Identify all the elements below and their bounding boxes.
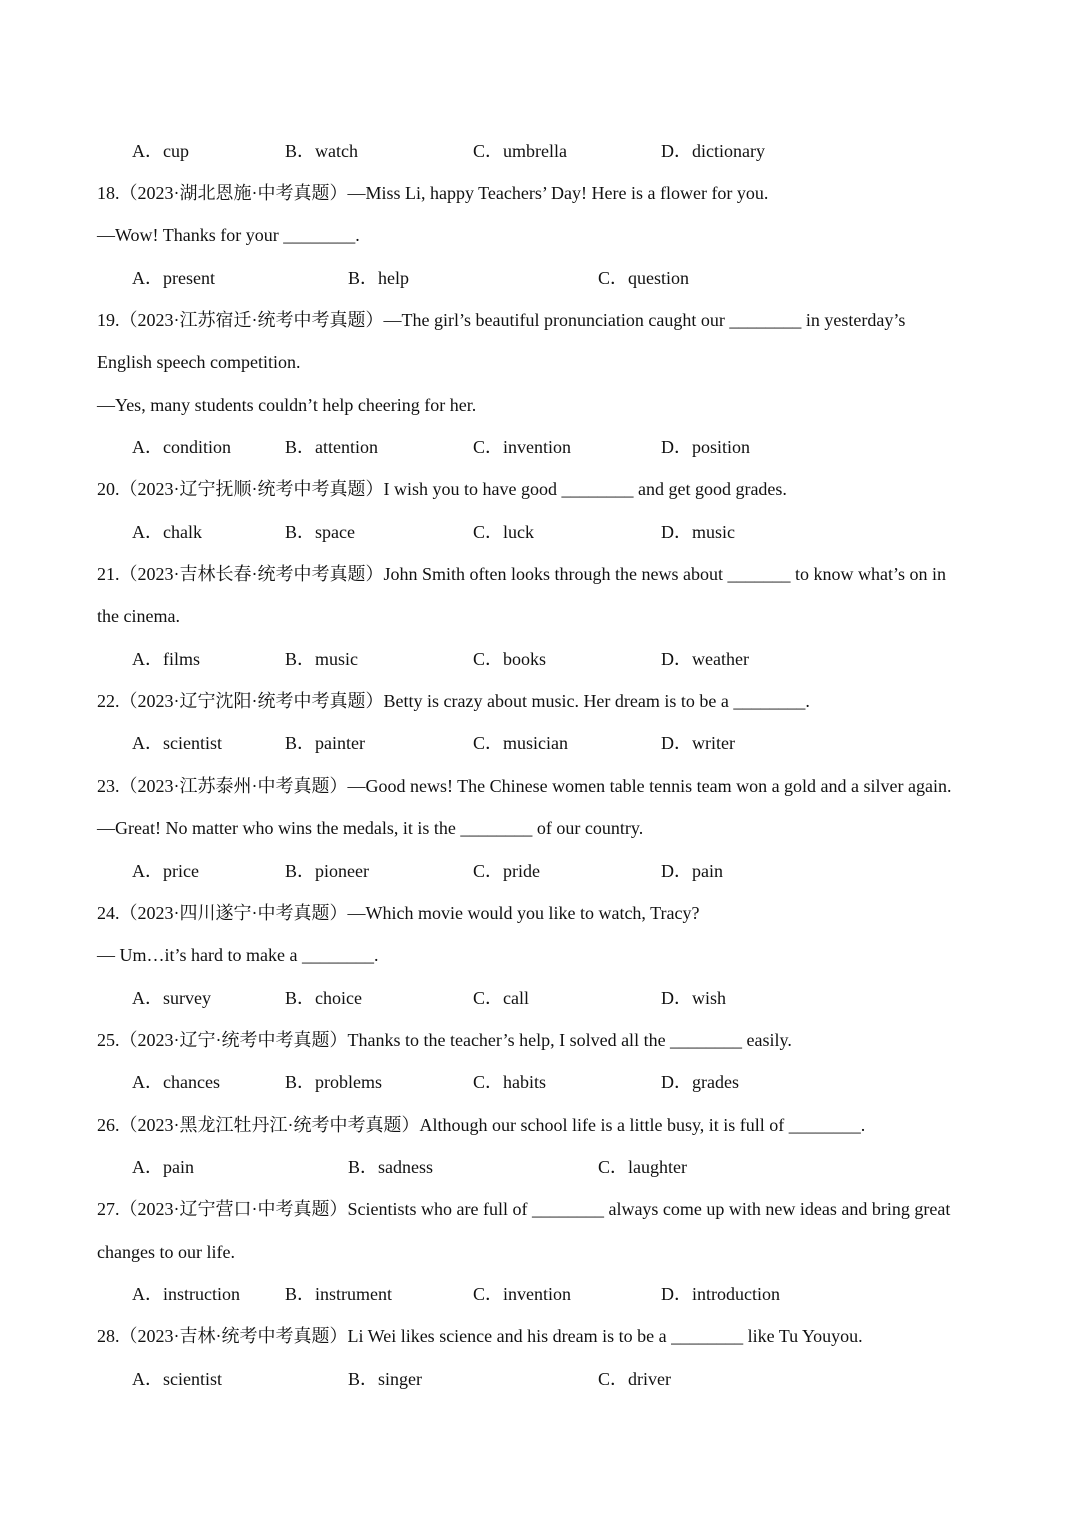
q19-option-c: C．invention xyxy=(473,437,571,457)
q17-option-c: C．umbrella xyxy=(473,141,567,161)
q21-stem-line-1: 21.（2023·吉林长春·统考中考真题）John Smith often looks through the news about _______ to know what’s on in xyxy=(97,564,946,584)
q23-option-b: B．pioneer xyxy=(285,861,369,881)
q20-options xyxy=(0,521,1080,543)
q28-option-c: C．driver xyxy=(598,1369,671,1389)
q19-option-d: D．position xyxy=(661,437,751,457)
q27-stem-line-2: changes to our life. xyxy=(97,1242,235,1262)
q26-option-a: A．pain xyxy=(132,1157,194,1177)
q25-option-a: A．chances xyxy=(132,1072,220,1092)
q21-option-d: D．weather xyxy=(661,649,749,669)
q24-option-a: A．survey xyxy=(132,988,211,1008)
q27-option-b: B．instrument xyxy=(285,1284,392,1304)
q22-option-b: B．painter xyxy=(285,733,365,753)
q28-options xyxy=(0,1368,1080,1390)
q18-stem-line-2: —Wow! Thanks for your ________. xyxy=(97,225,360,245)
q25-option-c: C．habits xyxy=(473,1072,547,1092)
q23-option-d: D．pain xyxy=(661,861,723,881)
q23-options xyxy=(0,860,1080,882)
q21-option-a: A．films xyxy=(132,649,201,669)
q22-stem-line-1: 22.（2023·辽宁沈阳·统考中考真题）Betty is crazy about music. Her dream is to be a ________. xyxy=(97,691,810,711)
q19-stem-line-3: —Yes, many students couldn’t help cheering for her. xyxy=(97,395,477,415)
q22-options xyxy=(0,732,1080,754)
q17-option-a: A．cup xyxy=(132,141,189,161)
q19-option-a: A．condition xyxy=(132,437,231,457)
q23-option-a: A．price xyxy=(132,861,199,881)
q19-option-b: B．attention xyxy=(285,437,378,457)
q25-option-b: B．problems xyxy=(285,1072,382,1092)
q20-stem-line-1: 20.（2023·辽宁抚顺·统考中考真题）I wish you to have good ________ and get good grades. xyxy=(97,479,787,499)
q27-stem-line-1: 27.（2023·辽宁营口·中考真题）Scientists who are full of ________ always come up with new ideas and bring great xyxy=(97,1199,951,1219)
q26-option-b: B．sadness xyxy=(348,1157,433,1177)
q19-options xyxy=(0,436,1080,458)
q24-option-b: B．choice xyxy=(285,988,362,1008)
q18-option-c: C．question xyxy=(598,268,690,288)
q23-option-c: C．pride xyxy=(473,861,540,881)
q18-options xyxy=(0,267,1080,289)
q28-option-a: A．scientist xyxy=(132,1369,222,1389)
q23-stem-line-2: —Great! No matter who wins the medals, it is the ________ of our country. xyxy=(97,818,644,838)
q21-options xyxy=(0,648,1080,670)
q17-options xyxy=(0,140,1080,162)
q24-stem-line-1: 24.（2023·四川遂宁·中考真题）—Which movie would you like to watch, Tracy? xyxy=(97,903,700,923)
q20-option-a: A．chalk xyxy=(132,522,202,542)
q21-stem-line-2: the cinema. xyxy=(97,606,180,626)
q27-options xyxy=(0,1283,1080,1305)
q27-option-a: A．instruction xyxy=(132,1284,240,1304)
q24-options xyxy=(0,987,1080,1009)
q25-stem-line-1: 25.（2023·辽宁·统考中考真题）Thanks to the teacher’s help, I solved all the ________ easily. xyxy=(97,1030,792,1050)
q26-options xyxy=(0,1156,1080,1178)
q24-option-d: D．wish xyxy=(661,988,727,1008)
q19-stem-line-2: English speech competition. xyxy=(97,352,301,372)
q20-option-d: D．music xyxy=(661,522,735,542)
q22-option-a: A．scientist xyxy=(132,733,222,753)
q25-option-d: D．grades xyxy=(661,1072,739,1092)
q24-option-c: C．call xyxy=(473,988,529,1008)
q18-option-a: A．present xyxy=(132,268,215,288)
q28-stem-line-1: 28.（2023·吉林·统考中考真题）Li Wei likes science and his dream is to be a ________ like Tu Youyou. xyxy=(97,1326,863,1346)
q22-option-d: D．writer xyxy=(661,733,735,753)
q21-option-b: B．music xyxy=(285,649,359,669)
q21-option-c: C．books xyxy=(473,649,547,669)
q25-options xyxy=(0,1071,1080,1093)
q20-option-c: C．luck xyxy=(473,522,534,542)
q17-option-d: D．dictionary xyxy=(661,141,765,161)
q18-stem-line-1: 18.（2023·湖北恩施·中考真题）—Miss Li, happy Teachers’ Day! Here is a flower for you. xyxy=(97,183,769,203)
q23-stem-line-1: 23.（2023·江苏泰州·中考真题）—Good news! The Chinese women table tennis team won a gold and a silver again. xyxy=(97,776,952,796)
q28-option-b: B．singer xyxy=(348,1369,422,1389)
q18-option-b: B．help xyxy=(348,268,409,288)
q26-option-c: C．laughter xyxy=(598,1157,687,1177)
q19-stem-line-1: 19.（2023·江苏宿迁·统考中考真题）—The girl’s beautiful pronunciation caught our ________ in yesterday’s xyxy=(97,310,906,330)
q20-option-b: B．space xyxy=(285,522,355,542)
q22-option-c: C．musician xyxy=(473,733,568,753)
q26-stem-line-1: 26.（2023·黑龙江牡丹江·统考中考真题）Although our school life is a little busy, it is full of ________. xyxy=(97,1115,866,1135)
q27-option-c: C．invention xyxy=(473,1284,571,1304)
q17-option-b: B．watch xyxy=(285,141,358,161)
q27-option-d: D．introduction xyxy=(661,1284,780,1304)
q24-stem-line-2: — Um…it’s hard to make a ________. xyxy=(97,945,379,965)
